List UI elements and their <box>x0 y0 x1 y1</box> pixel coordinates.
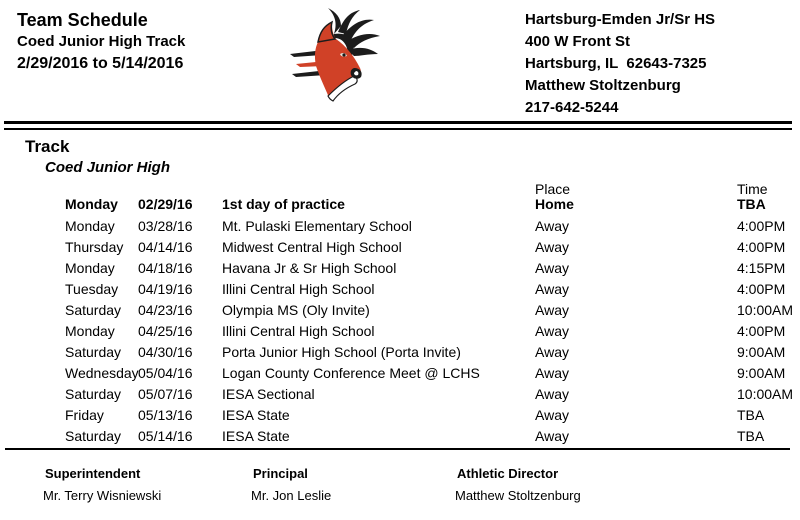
footer-title: Principal <box>253 466 308 481</box>
schedule-row <box>0 236 800 257</box>
place-column-header: Place <box>535 181 571 197</box>
row-date: 05/04/16 <box>138 364 193 381</box>
school-name: Hartsburg-Emden Jr/Sr HS <box>525 11 716 28</box>
row-time: 9:00AM <box>737 364 786 381</box>
school-contact: Matthew Stoltzenburg <box>525 77 681 94</box>
row-event: IESA State <box>222 406 290 423</box>
row-time: 4:00PM <box>737 280 786 297</box>
row-time: 4:00PM <box>737 217 786 234</box>
stag-mascot-logo <box>288 4 388 106</box>
footer-title: Athletic Director <box>457 466 559 481</box>
schedule-row <box>0 320 800 341</box>
footer-principal <box>251 466 332 503</box>
schedule-row <box>0 215 800 236</box>
footer-name: Mr. Jon Leslie <box>251 488 332 503</box>
date-range: 2/29/2016 to 5/14/2016 <box>17 55 184 72</box>
sport-title: Track <box>25 137 70 156</box>
row-date: 05/13/16 <box>138 406 193 423</box>
row-event: Mt. Pulaski Elementary School <box>222 217 412 234</box>
sport-subtitle: Coed Junior High <box>45 159 170 176</box>
header-rule-thin <box>4 128 792 130</box>
row-day: Saturday <box>65 427 122 444</box>
schedule-rows <box>0 215 800 446</box>
school-info-block <box>525 9 715 119</box>
footer-rule <box>5 448 790 450</box>
row-day: Saturday <box>65 301 122 318</box>
footer-superintendent <box>43 466 162 503</box>
row-day: Monday <box>65 322 115 339</box>
row-date: 04/19/16 <box>138 280 193 297</box>
row-event: Logan County Conference Meet @ LCHS <box>222 364 480 381</box>
row-time: TBA <box>737 427 765 444</box>
schedule-row <box>0 383 800 404</box>
row-day: Thursday <box>65 238 124 255</box>
row-date: 04/25/16 <box>138 322 193 339</box>
row-day: Monday <box>65 217 115 234</box>
row-day: Tuesday <box>65 280 119 297</box>
row-event: Illini Central High School <box>222 322 375 339</box>
time-column <box>737 182 800 212</box>
row-time: 4:00PM <box>737 322 786 339</box>
footer-title: Superintendent <box>45 466 141 481</box>
row-place: Away <box>535 385 569 402</box>
row-place: Away <box>535 217 569 234</box>
row-date: 02/29/16 <box>138 196 193 212</box>
row-place: Away <box>535 364 569 381</box>
header-left-block <box>17 9 185 76</box>
row-event: Olympia MS (Oly Invite) <box>222 301 370 318</box>
row-day: Wednesday <box>65 364 139 381</box>
row-event: Midwest Central High School <box>222 238 402 255</box>
row-event: 1st day of practice <box>222 196 345 212</box>
row-place: Away <box>535 280 569 297</box>
schedule-row <box>0 404 800 425</box>
row-day: Monday <box>65 196 118 212</box>
row-date: 04/18/16 <box>138 259 193 276</box>
schedule-table <box>0 181 800 446</box>
footer-name: Matthew Stoltzenburg <box>455 488 581 503</box>
row-event: IESA Sectional <box>222 385 315 402</box>
row-date: 04/23/16 <box>138 301 193 318</box>
row-place: Away <box>535 238 569 255</box>
schedule-row <box>0 257 800 278</box>
row-event: Havana Jr & Sr High School <box>222 259 397 276</box>
row-time: 10:00AM <box>737 301 794 318</box>
row-time: 4:15PM <box>737 259 786 276</box>
header-rule-thick <box>4 121 792 124</box>
footer-name: Mr. Terry Wisniewski <box>43 488 162 503</box>
stag-icon <box>288 4 388 106</box>
row-time: 10:00AM <box>737 385 794 402</box>
schedule-row <box>0 362 800 383</box>
row-time: 9:00AM <box>737 343 786 360</box>
row-place: Home <box>535 196 574 212</box>
row-day: Friday <box>65 406 104 423</box>
row-place: Away <box>535 322 569 339</box>
schedule-row <box>0 299 800 320</box>
row-place: Away <box>535 406 569 423</box>
schedule-row <box>0 341 800 362</box>
row-time: 4:00PM <box>737 238 786 255</box>
school-address: 400 W Front St <box>525 33 631 50</box>
row-day: Monday <box>65 259 115 276</box>
row-place: Away <box>535 343 569 360</box>
schedule-row <box>0 425 800 446</box>
row-date: 05/07/16 <box>138 385 193 402</box>
row-place: Away <box>535 301 569 318</box>
schedule-header-row <box>0 181 800 213</box>
row-date: 03/28/16 <box>138 217 193 234</box>
row-time: TBA <box>737 406 765 423</box>
schedule-row <box>0 278 800 299</box>
team-subtitle: Coed Junior High Track <box>17 33 186 50</box>
footer-athletic-director <box>455 466 581 503</box>
row-place: Away <box>535 427 569 444</box>
row-event: Porta Junior High School (Porta Invite) <box>222 343 461 360</box>
row-date: 04/14/16 <box>138 238 193 255</box>
page-title: Team Schedule <box>17 10 148 30</box>
row-date: 04/30/16 <box>138 343 193 360</box>
school-phone: 217-642-5244 <box>525 99 619 116</box>
row-event: IESA State <box>222 427 290 444</box>
row-day: Saturday <box>65 343 122 360</box>
row-place: Away <box>535 259 569 276</box>
row-time: TBA <box>737 196 766 212</box>
school-city-state-zip: Hartsburg, IL 62643-7325 <box>525 55 707 72</box>
place-column <box>535 182 737 212</box>
row-event: Illini Central High School <box>222 280 375 297</box>
time-column-header: Time <box>737 181 768 197</box>
row-date: 05/14/16 <box>138 427 193 444</box>
row-day: Saturday <box>65 385 122 402</box>
